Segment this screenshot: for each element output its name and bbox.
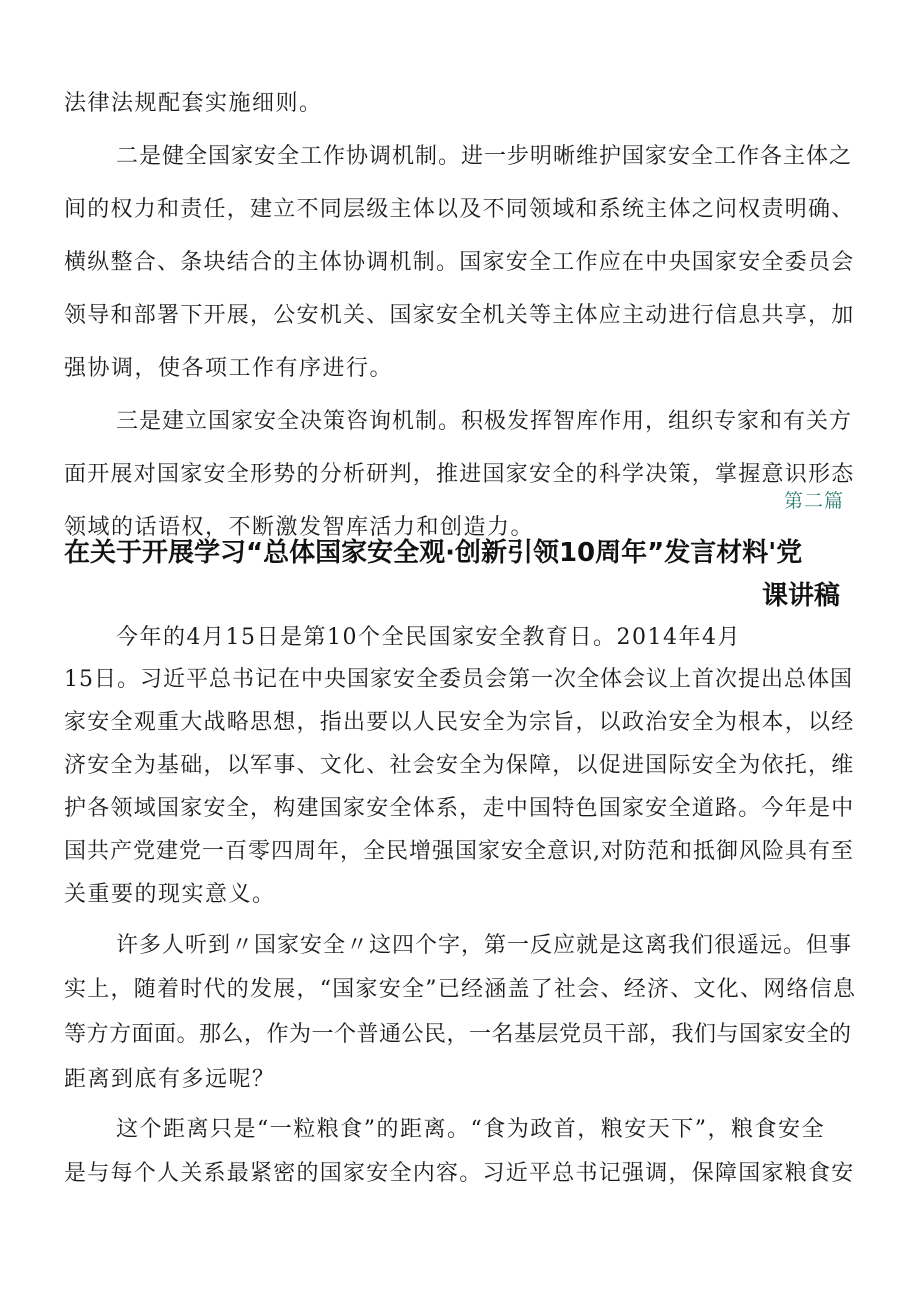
article-title-line-1: 在关于开展学习“总体国家安全观·创新引领10周年”发言材料'党 <box>64 538 803 568</box>
text-line: 国共产党建党一百零四周年，全民增强国家安全意识,对防范和抵御风险具有至 <box>64 839 854 864</box>
text-line: 间的权力和责任，建立不同层级主体以及不同领域和系统主体之问权责明确、 <box>64 197 855 222</box>
text-line: 横纵整合、条块结合的主体协调机制。国家安全工作应在中央国家安全委员会 <box>64 250 855 275</box>
text-line: 强协调，使各项工作有序进行。 <box>64 356 394 381</box>
text-line: 领导和部署下开展，公安机关、国家安全机关等主体应主动进行信息共享，加 <box>64 303 855 328</box>
paragraph-start-line: 许多人听到〃国家安全〃这四个字，第一反应就是这离我们很遥远。但事 <box>116 933 853 958</box>
paragraph-start-line: 今年的4月15日是第10个全民国家安全教育日。2014年4月 <box>116 625 741 650</box>
text-line: 济安全为基础，以军事、文化、社会安全为保障，以促进国际安全为依托，维 <box>64 753 855 778</box>
paragraph-start-line: 三是建立国家安全决策咨询机制。积极发挥智库作用，组织专家和有关方 <box>116 409 853 434</box>
text-line: 是与每个人关系最紧密的国家安全内容。习近平总书记强调，保障国家粮食安 <box>64 1161 855 1186</box>
text-line: 实上，随着时代的发展，“国家安全”已经涵盖了社会、经济、文化、网络信息 <box>64 977 857 1002</box>
text-line: 家安全观重大战略思想，指出要以人民安全为宗旨，以政治安全为根本，以经 <box>64 710 855 735</box>
text-line: 关重要的现实意义。 <box>64 882 276 907</box>
text-line: 法律法规配套实施细则。 <box>64 91 323 116</box>
text-line: 领域的话语权，不断激发智库活力和创造力。 <box>64 515 535 540</box>
text-line: 面开展对国家安全形势的分析研判，推进国家安全的科学决策，掌握意识形态 <box>64 462 855 487</box>
article-title-line-2: 课讲稿 <box>761 581 840 611</box>
text-line: 15日。习近平总书记在中央国家安全委员会第一次全体会议上首次提出总体国 <box>64 667 853 692</box>
text-line: 护各领域国家安全，构建国家安全体系，走中国特色国家安全道路。今年是中 <box>64 796 855 821</box>
section-label: 第二篇 <box>783 490 844 512</box>
text-line: 等方方面面。那么，作为一个普通公民，一名基层党员干部，我们与国家安全的 <box>64 1022 852 1047</box>
text-line: 距离到底有多远呢？ <box>64 1067 276 1092</box>
paragraph-start-line: 这个距离只是“一粒粮食”的距离。“食为政首，粮安天下”，粮食安全 <box>116 1117 825 1142</box>
paragraph-start-line: 二是健全国家安全工作协调机制。进一步明晰维护国家安全工作各主体之 <box>116 144 853 169</box>
